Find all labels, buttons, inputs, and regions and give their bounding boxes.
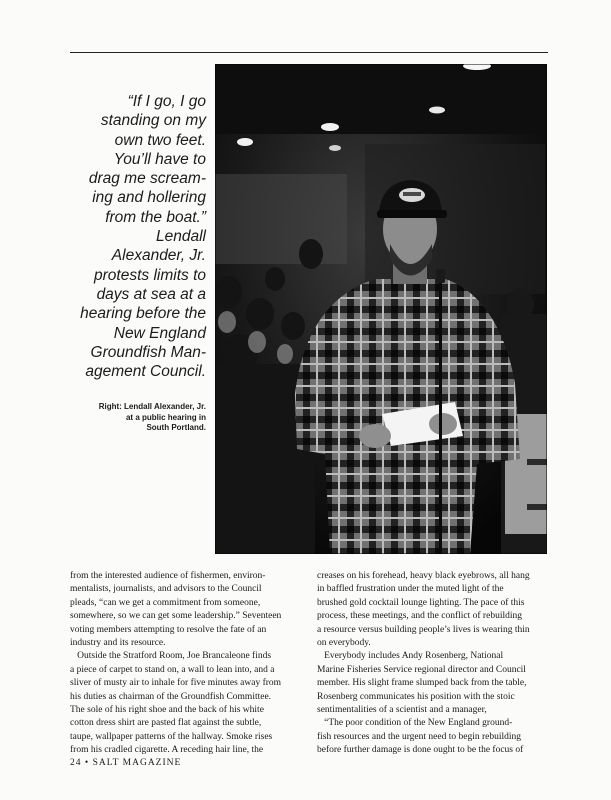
body-line: brushed gold cocktail lounge lighting. The pace of this	[317, 597, 525, 608]
caption-line: at a public hearing in	[125, 412, 206, 422]
body-line: Everybody includes Andy Rosenberg, National	[317, 651, 504, 662]
pull-quote-line: agement Council.	[85, 363, 206, 381]
body-column-left	[70, 570, 298, 758]
body-line: from his cradled cigarette. A receding hair line, the	[70, 745, 264, 756]
pull-quote-line: ing and hollering	[92, 189, 206, 207]
pull-quote-line: New England	[113, 324, 206, 342]
caption-line: South Portland.	[146, 423, 206, 432]
photo-caption	[80, 402, 206, 434]
pull-quote-line: Alexander, Jr.	[111, 247, 206, 265]
pull-quote-line: drag me scream-	[88, 170, 206, 188]
caption-line: Right: Lendall Alexander, Jr.	[98, 402, 206, 411]
pull-quote-line: Groundfish Man-	[90, 343, 206, 361]
body-line: pleads, “can we get a commitment from someone,	[70, 597, 261, 608]
body-line: on everybody.	[317, 638, 371, 649]
body-line: a piece of carpet to stand on, a wall to lean into, and a	[70, 664, 275, 675]
body-line: Rosenberg communicates his position with the stoic	[317, 691, 515, 702]
body-line: his duties as chairman of the Groundfish Committee.	[70, 691, 272, 702]
top-rule	[70, 52, 548, 53]
body-line: creases on his forehead, heavy black eyebrows, all hang	[317, 571, 530, 581]
body-line: sliver of musty air to inhale for five minutes away from	[70, 678, 282, 689]
body-line: somewhere, so we can get some leadership.” Seventeen	[70, 611, 282, 622]
pull-quote-line: protests limits to	[94, 266, 206, 284]
body-line: before further damage is done ought to be the focus of	[317, 745, 524, 756]
body-line: Marine Fisheries Service regional director and Council	[317, 664, 526, 675]
body-line: a resource versus building people’s lives is wearing thin	[317, 624, 530, 635]
body-line: taupe, wallpaper patterns of the hallway. Smoke rises	[70, 731, 273, 742]
pull-quote-line: Lendall	[156, 228, 206, 246]
body-line: “The poor condition of the New England ground-	[317, 718, 513, 729]
body-line: The sole of his right shoe and the back of his white	[70, 705, 264, 716]
pull-quote-line: standing on my	[100, 112, 206, 130]
pull-quote	[60, 92, 206, 381]
pull-quote-line: hearing before the	[80, 305, 206, 323]
body-column-right	[317, 570, 545, 758]
pull-quote-line: You’ll have to	[113, 150, 206, 168]
body-line: in baffled frustration under the muted light of the	[317, 584, 504, 595]
body-line: process, these meetings, and the conflict of rebuilding	[317, 611, 522, 622]
page-folio: 24 • SALT MAGAZINE	[70, 758, 182, 768]
pull-quote-line: from the boat.”	[105, 208, 206, 226]
pull-quote-line: “If I go, I go	[127, 93, 206, 110]
body-line: member. His slight frame slumped back from the table,	[317, 678, 527, 689]
body-line: cotton dress shirt are pasted flat against the subtle,	[70, 718, 262, 729]
body-line: voting members attempting to resolve the fate of an	[70, 624, 267, 635]
body-line: industry and its resource.	[70, 638, 166, 649]
hearing-photo	[215, 64, 547, 554]
body-line: mentalists, journalists, and advisors to the Council	[70, 584, 262, 595]
body-line: fish resources and the urgent need to begin rebuilding	[317, 731, 522, 742]
body-line: sentimentalities of a scientist and a manager,	[317, 705, 487, 716]
pull-quote-line: days at sea at a	[96, 285, 206, 303]
pull-quote-line: own two feet.	[114, 131, 206, 149]
body-line: from the interested audience of fishermen, environ-	[70, 571, 266, 581]
body-line: Outside the Stratford Room, Joe Brancaleone finds	[70, 651, 272, 662]
